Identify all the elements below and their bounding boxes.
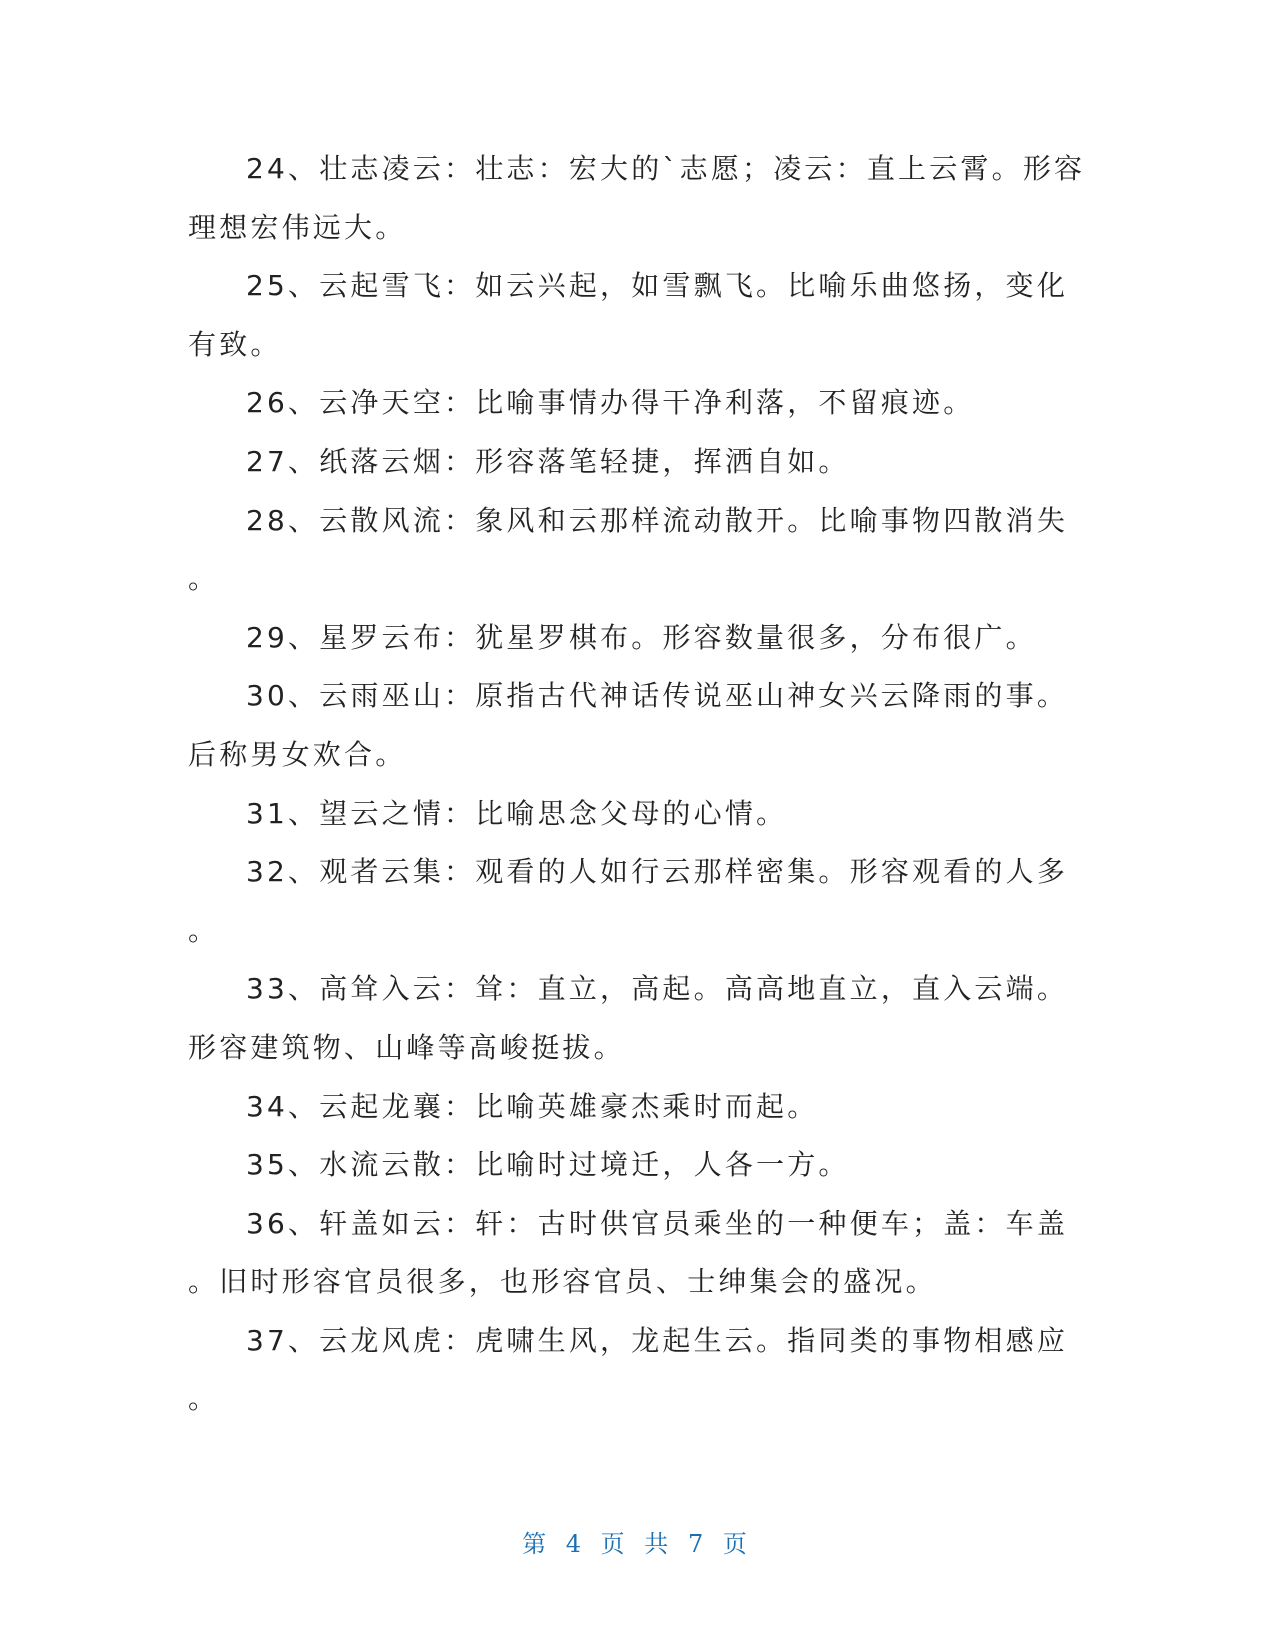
text-line: 35、水流云散：比喻时过境迁，人各一方。 <box>246 1148 850 1182</box>
text-line: 。旧时形容官员很多，也形容官员、士绅集会的盛况。 <box>188 1265 937 1299</box>
text-line: 。 <box>188 562 220 596</box>
text-line: 32、观者云集：观看的人如行云那样密集。形容观看的人多 <box>246 855 1069 889</box>
page-number-footer: 第 4 页 共 7 页 <box>522 1530 753 1558</box>
text-line: 28、云散风流：象风和云那样流动散开。比喻事物四散消失 <box>246 503 1069 537</box>
text-line: 36、轩盖如云：轩：古时供官员乘坐的一种便车；盖：车盖 <box>246 1206 1069 1240</box>
text-line: 后称男女欢合。 <box>188 737 407 771</box>
text-line: 。 <box>188 1382 220 1416</box>
text-line: 31、望云之情：比喻思念父母的心情。 <box>246 796 788 830</box>
text-line: 37、云龙风虎：虎啸生风，龙起生云。指同类的事物相感应 <box>246 1323 1069 1357</box>
text-line: 24、壮志凌云：壮志：宏大的`志愿；凌云：直上云霄。形容 <box>246 152 1086 185</box>
text-line: 29、星罗云布：犹星罗棋布。形容数量很多，分布很广。 <box>246 620 1037 654</box>
text-line: 26、云净天空：比喻事情办得干净利落，不留痕迹。 <box>246 386 975 420</box>
text-line: 34、云起龙襄：比喻英雄豪杰乘时而起。 <box>246 1089 819 1123</box>
text-line: 27、纸落云烟：形容落笔轻捷，挥洒自如。 <box>246 444 850 478</box>
text-line: 33、高耸入云：耸：直立，高起。高高地直立，直入云端。 <box>246 972 1069 1006</box>
document-body <box>188 140 1086 1429</box>
text-line: 。 <box>188 913 220 947</box>
text-line: 25、云起雪飞：如云兴起，如雪飘飞。比喻乐曲悠扬，变化 <box>246 269 1069 303</box>
text-line: 有致。 <box>188 327 282 361</box>
text-line: 形容建筑物、山峰等高峻挺拔。 <box>188 1030 625 1064</box>
text-line: 理想宏伟远大。 <box>188 210 407 244</box>
text-line: 30、云雨巫山：原指古代神话传说巫山神女兴云降雨的事。 <box>246 679 1069 713</box>
